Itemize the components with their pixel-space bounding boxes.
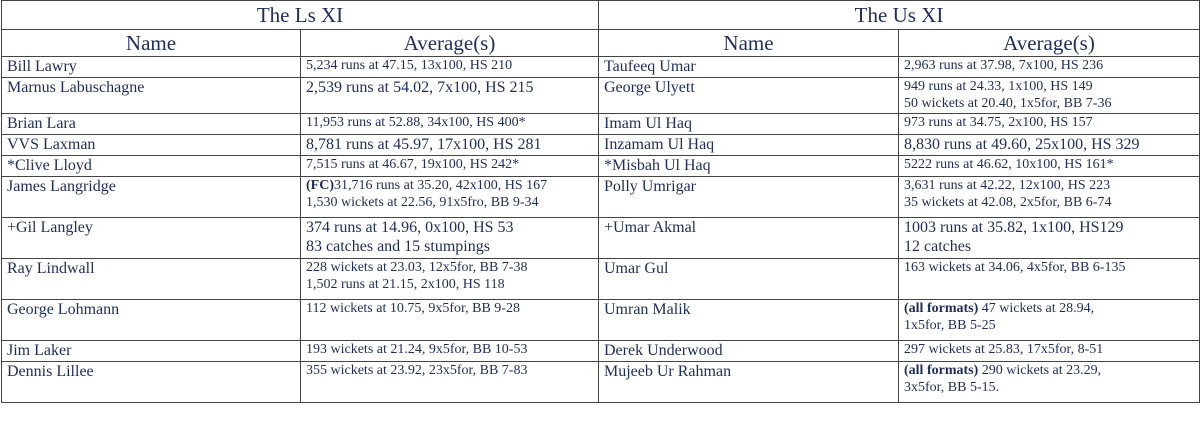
average-text: 973 runs at 34.75, 2x100, HS 157 (904, 115, 1093, 130)
average-text: 47 wickets at 28.94, (978, 301, 1095, 316)
table-row (2, 218, 1200, 259)
average-text: 112 wickets at 10.75, 9x5for, BB 9-28 (306, 301, 520, 316)
table-row (2, 135, 1200, 156)
average-text: 11,953 runs at 52.88, 34x100, HS 400* (306, 115, 526, 130)
average-text: 1x5for, BB 5-25 (904, 318, 996, 333)
column-header-row (2, 30, 1200, 57)
ls-player-name: Marnus Labuschagne (2, 78, 301, 114)
us-player-name: Derek Underwood (599, 341, 899, 362)
average-qualifier: (FC) (306, 178, 334, 193)
average-text: 374 runs at 14.96, 0x100, HS 53 (306, 219, 514, 236)
ls-player-name: Bill Lawry (2, 57, 301, 78)
average-text: 193 wickets at 21.24, 9x5for, BB 10-53 (306, 342, 528, 357)
average-line (904, 379, 1194, 396)
average-line (306, 362, 593, 379)
average-line (904, 57, 1194, 74)
ls-player-average (301, 156, 599, 177)
average-text: 2,963 runs at 37.98, 7x100, HS 236 (904, 58, 1104, 73)
average-line (904, 218, 1194, 237)
average-qualifier: (all formats) (904, 363, 979, 378)
us-player-average (899, 135, 1200, 156)
average-line (306, 237, 593, 256)
average-line (904, 177, 1194, 194)
average-line (306, 78, 593, 97)
average-line (306, 276, 593, 293)
table-row (2, 57, 1200, 78)
table-row (2, 78, 1200, 114)
teams-table-container (1, 0, 1199, 403)
average-line (306, 135, 593, 154)
us-player-name: George Ulyett (599, 78, 899, 114)
average-line (306, 114, 593, 131)
us-player-average (899, 218, 1200, 259)
average-line (904, 259, 1194, 276)
average-text: 297 wickets at 25.83, 17x5for, 8-51 (904, 342, 1104, 357)
average-text: 50 wickets at 20.40, 1x5for, BB 7-36 (904, 96, 1112, 111)
average-line (904, 317, 1194, 334)
ls-player-name: VVS Laxman (2, 135, 301, 156)
us-player-name: Umran Malik (599, 300, 899, 341)
average-line (306, 177, 593, 194)
average-text: 3x5for, BB 5-15. (904, 380, 1000, 395)
us-player-average (899, 341, 1200, 362)
ls-player-name: Ray Lindwall (2, 259, 301, 300)
ls-average-header: Average(s) (301, 30, 599, 57)
average-line (306, 194, 593, 211)
us-player-average (899, 177, 1200, 218)
average-line (904, 135, 1194, 154)
team-title-row (2, 1, 1200, 30)
us-player-name: Taufeeq Umar (599, 57, 899, 78)
average-text: 290 wickets at 23.29, (978, 363, 1102, 378)
us-player-average (899, 57, 1200, 78)
average-text: 35 wickets at 42.08, 2x5for, BB 6-74 (904, 195, 1112, 210)
us-team-title: The Us XI (599, 1, 1200, 30)
average-text: 31,716 runs at 35.20, 42x100, HS 167 (334, 178, 548, 193)
table-row (2, 259, 1200, 300)
ls-player-average (301, 341, 599, 362)
us-player-name: *Misbah Ul Haq (599, 156, 899, 177)
average-line (904, 194, 1194, 211)
us-player-average (899, 300, 1200, 341)
ls-player-average (301, 259, 599, 300)
average-line (306, 57, 593, 74)
ls-player-name: Brian Lara (2, 114, 301, 135)
average-text: 163 wickets at 34.06, 4x5for, BB 6-135 (904, 260, 1126, 275)
average-text: 949 runs at 24.33, 1x100, HS 149 (904, 79, 1093, 94)
average-text: 12 catches (904, 238, 972, 255)
average-line (904, 114, 1194, 131)
average-text: 5,234 runs at 47.15, 13x100, HS 210 (306, 58, 513, 73)
average-line (904, 341, 1194, 358)
ls-player-average (301, 362, 599, 403)
us-player-name: Inzamam Ul Haq (599, 135, 899, 156)
average-line (904, 362, 1194, 379)
average-text: 1003 runs at 35.82, 1x100, HS129 (904, 219, 1124, 236)
average-line (306, 341, 593, 358)
us-player-name: Imam Ul Haq (599, 114, 899, 135)
ls-player-name: Dennis Lillee (2, 362, 301, 403)
ls-player-name: George Lohmann (2, 300, 301, 341)
average-text: 355 wickets at 23.92, 23x5for, BB 7-83 (306, 363, 528, 378)
us-player-name: +Umar Akmal (599, 218, 899, 259)
average-line (306, 300, 593, 317)
ls-player-average (301, 78, 599, 114)
us-player-name: Polly Umrigar (599, 177, 899, 218)
average-line (904, 95, 1194, 112)
table-row (2, 156, 1200, 177)
ls-player-average (301, 218, 599, 259)
ls-player-name: Jim Laker (2, 341, 301, 362)
ls-player-average (301, 57, 599, 78)
average-line (306, 156, 593, 173)
average-qualifier: (all formats) (904, 301, 979, 316)
ls-player-name: +Gil Langley (2, 218, 301, 259)
average-text: 3,631 runs at 42.22, 12x100, HS 223 (904, 178, 1111, 193)
average-text: 8,830 runs at 49.60, 25x100, HS 329 (904, 136, 1140, 153)
average-line (306, 259, 593, 276)
us-player-name: Mujeeb Ur Rahman (599, 362, 899, 403)
us-average-header: Average(s) (899, 30, 1200, 57)
average-text: 8,781 runs at 45.97, 17x100, HS 281 (306, 136, 542, 153)
average-text: 83 catches and 15 stumpings (306, 238, 490, 255)
player-rows (2, 57, 1200, 403)
ls-player-average (301, 114, 599, 135)
ls-player-average (301, 177, 599, 218)
ls-player-name: *Clive Lloyd (2, 156, 301, 177)
average-text: 1,530 wickets at 22.56, 91x5fro, BB 9-34 (306, 195, 539, 210)
average-text: 228 wickets at 23.03, 12x5for, BB 7-38 (306, 260, 528, 275)
table-row (2, 114, 1200, 135)
table-row (2, 177, 1200, 218)
us-player-average (899, 156, 1200, 177)
us-player-average (899, 259, 1200, 300)
average-line (306, 218, 593, 237)
average-line (904, 78, 1194, 95)
ls-player-average (301, 135, 599, 156)
average-line (904, 237, 1194, 256)
ls-player-name: James Langridge (2, 177, 301, 218)
average-text: 7,515 runs at 46.67, 19x100, HS 242* (306, 157, 520, 172)
ls-team-title: The Ls XI (2, 1, 599, 30)
us-player-name: Umar Gul (599, 259, 899, 300)
ls-player-average (301, 300, 599, 341)
us-name-header: Name (599, 30, 899, 57)
average-line (904, 300, 1194, 317)
average-text: 5222 runs at 46.62, 10x100, HS 161* (904, 157, 1114, 172)
table-row (2, 362, 1200, 403)
average-text: 1,502 runs at 21.15, 2x100, HS 118 (306, 277, 505, 292)
us-player-average (899, 78, 1200, 114)
us-player-average (899, 362, 1200, 403)
table-row (2, 300, 1200, 341)
average-text: 2,539 runs at 54.02, 7x100, HS 215 (306, 79, 534, 96)
average-line (904, 156, 1194, 173)
teams-table (1, 0, 1200, 403)
ls-name-header: Name (2, 30, 301, 57)
table-row (2, 341, 1200, 362)
us-player-average (899, 114, 1200, 135)
